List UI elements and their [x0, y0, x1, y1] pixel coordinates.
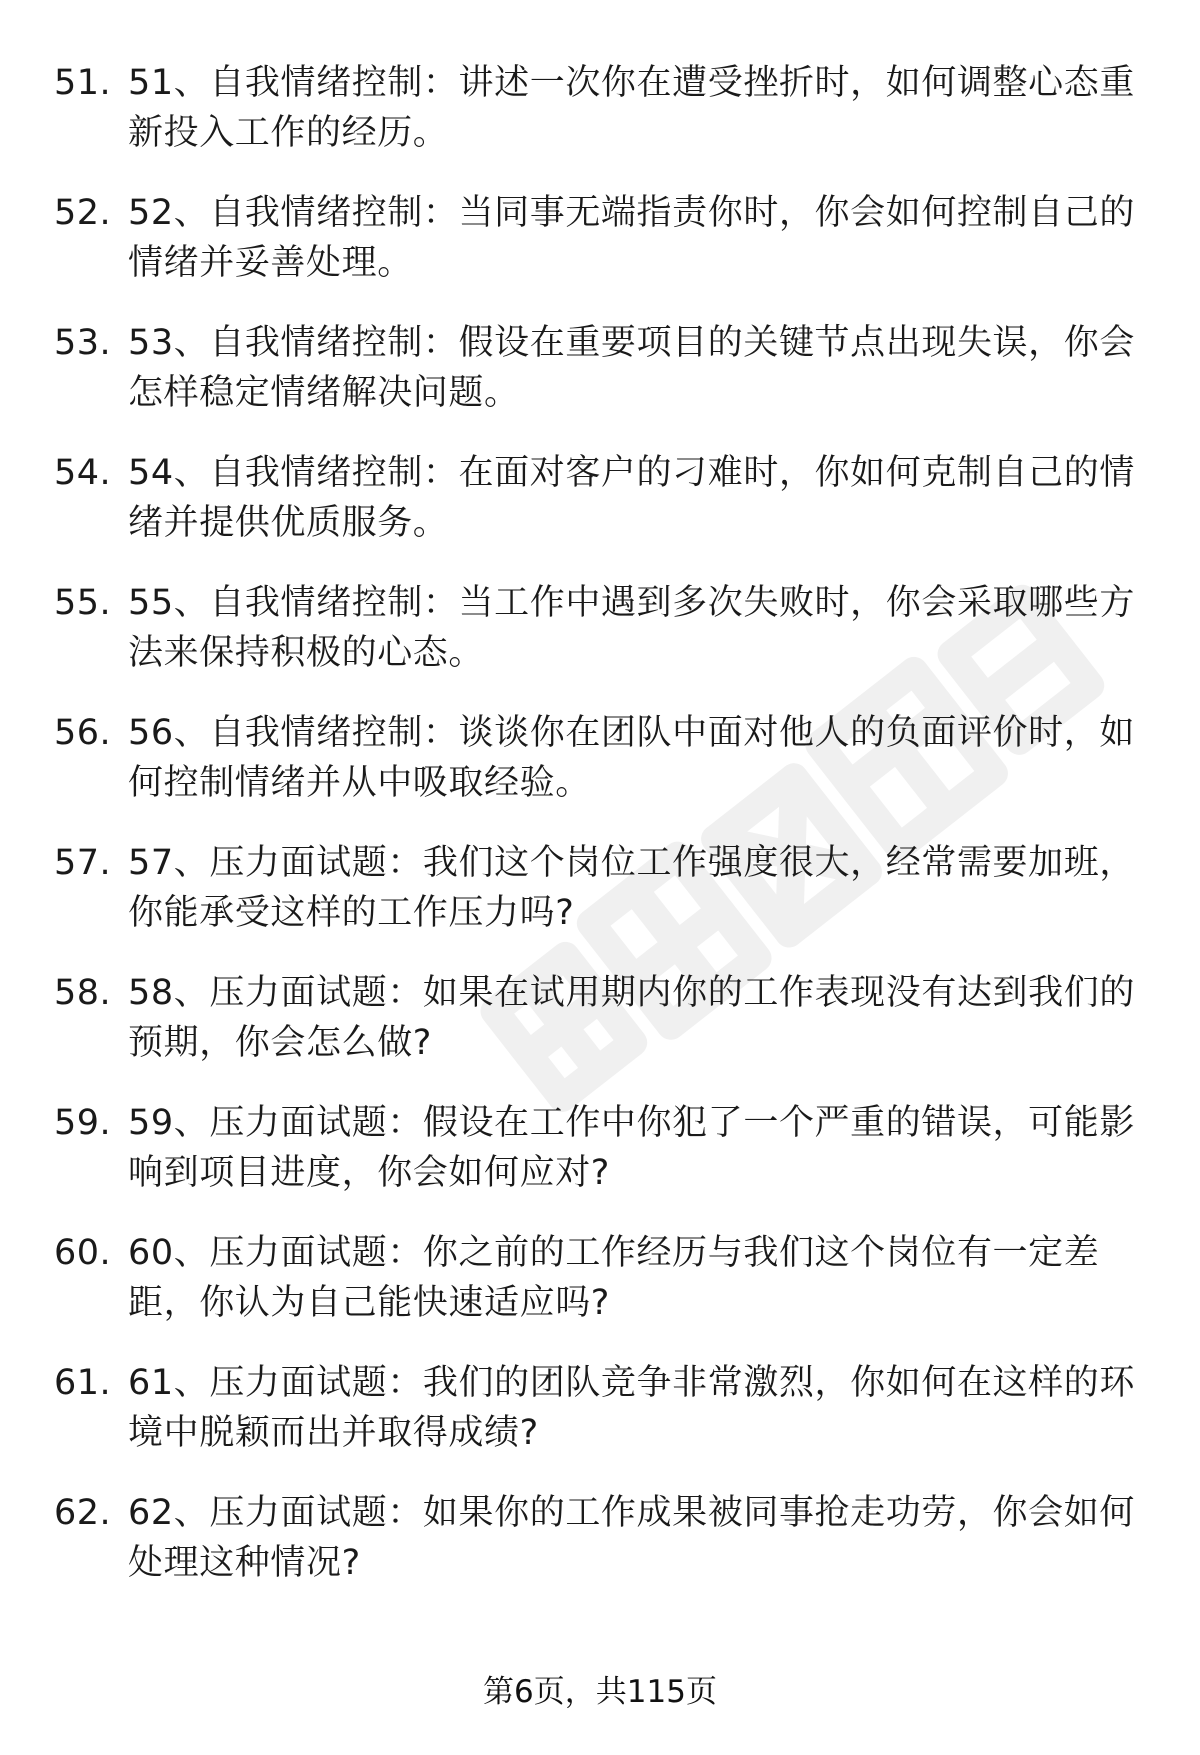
question-item	[0, 448, 1200, 578]
question-number: 56.	[54, 713, 112, 753]
question-text: 62、压力面试题：如果你的工作成果被同事抢走功劳，你会如何处理这种情况?	[128, 1493, 1135, 1583]
question-item	[0, 188, 1200, 318]
question-text: 57、压力面试题：我们这个岗位工作强度很大，经常需要加班，你能承受这样的工作压力吗?	[128, 843, 1135, 933]
question-number: 59.	[54, 1103, 112, 1143]
question-text: 58、压力面试题：如果在试用期内你的工作表现没有达到我们的预期，你会怎么做?	[128, 973, 1135, 1063]
question-number: 55.	[54, 583, 112, 623]
question-item	[0, 1228, 1200, 1358]
question-text: 53、自我情绪控制：假设在重要项目的关键节点出现失误，你会怎样稳定情绪解决问题。	[128, 323, 1135, 413]
question-list	[0, 58, 1200, 1618]
question-text: 59、压力面试题：假设在工作中你犯了一个严重的错误，可能影响到项目进度，你会如何应对?	[128, 1103, 1135, 1193]
question-number: 53.	[54, 323, 112, 363]
question-text: 55、自我情绪控制：当工作中遇到多次失败时，你会采取哪些方法来保持积极的心态。	[128, 583, 1135, 673]
question-text: 54、自我情绪控制：在面对客户的刁难时，你如何克制自己的情绪并提供优质服务。	[128, 453, 1135, 543]
question-number: 54.	[54, 453, 112, 493]
page-number: 第6页，共115页	[483, 1674, 717, 1710]
question-item	[0, 1358, 1200, 1488]
question-text: 56、自我情绪控制：谈谈你在团队中面对他人的负面评价时，如何控制情绪并从中吸取经验。	[128, 713, 1135, 803]
question-text: 52、自我情绪控制：当同事无端指责你时，你会如何控制自己的情绪并妥善处理。	[128, 193, 1135, 283]
question-text: 60、压力面试题：你之前的工作经历与我们这个岗位有一定差距，你认为自己能快速适应吗?	[128, 1233, 1100, 1323]
question-item	[0, 578, 1200, 708]
question-number: 62.	[54, 1493, 112, 1533]
question-item	[0, 708, 1200, 838]
question-number: 58.	[54, 973, 112, 1013]
question-text: 51、自我情绪控制：讲述一次你在遭受挫折时，如何调整心态重新投入工作的经历。	[128, 63, 1135, 153]
question-number: 51.	[54, 63, 112, 103]
question-item	[0, 1098, 1200, 1228]
question-number: 57.	[54, 843, 112, 883]
question-text: 61、压力面试题：我们的团队竞争非常激烈，你如何在这样的环境中脱颖而出并取得成绩?	[128, 1363, 1135, 1453]
question-number: 61.	[54, 1363, 112, 1403]
question-item	[0, 318, 1200, 448]
question-item	[0, 968, 1200, 1098]
question-number: 60.	[54, 1233, 112, 1273]
question-item	[0, 838, 1200, 968]
question-item	[0, 58, 1200, 188]
question-item	[0, 1488, 1200, 1618]
question-number: 52.	[54, 193, 112, 233]
